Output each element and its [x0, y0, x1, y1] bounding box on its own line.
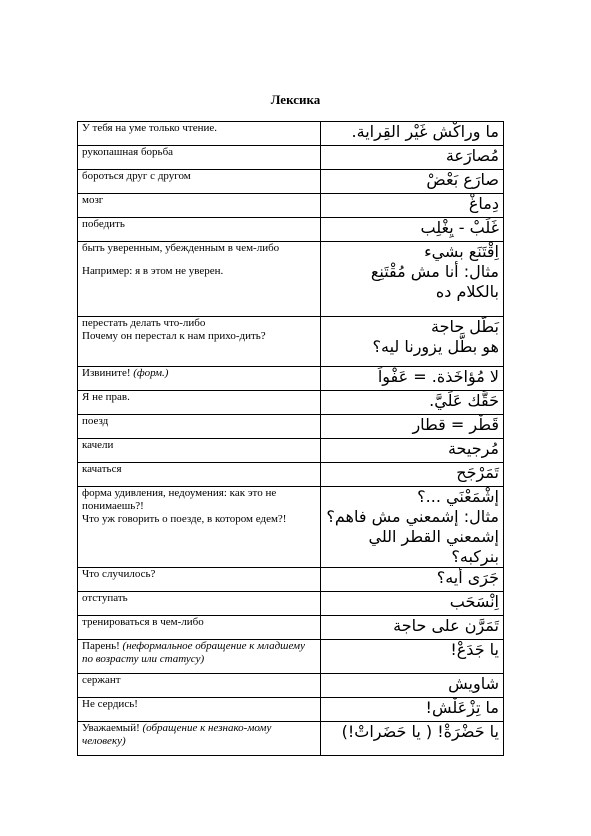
arabic-cell [321, 391, 504, 415]
page-title: Лексика [270, 92, 321, 107]
russian-cell [78, 463, 321, 487]
russian-cell [78, 722, 321, 756]
russian-cell [78, 122, 321, 146]
russian-text: мозг [82, 194, 104, 206]
russian-text: рукопашная борьба [82, 146, 174, 158]
russian-text: отступать [82, 592, 128, 604]
russian-gloss: (обращение к незнако-мому человеку) [82, 722, 272, 747]
russian-term: Парень! [82, 640, 123, 652]
russian-cell [78, 568, 321, 592]
arabic-text: جَرَى أيه؟ [436, 568, 499, 587]
russian-cell [78, 640, 321, 674]
russian-text: Не сердись! [82, 698, 138, 710]
russian-cell [78, 487, 321, 568]
vocabulary-table [77, 121, 504, 756]
vocab-row [78, 698, 504, 722]
russian-text: форма удивления, недоумения: как это не понимаешь?! [82, 487, 277, 512]
russian-text: победить [82, 218, 125, 230]
vocab-row [78, 122, 504, 146]
russian-text: тренироваться в чем-либо [82, 616, 204, 628]
russian-cell [78, 616, 321, 640]
russian-text: сержант [82, 674, 121, 686]
arabic-cell [321, 616, 504, 640]
russian-text: перестать делать что-либо [82, 317, 206, 329]
arabic-text: تَمَرْجَح [456, 463, 499, 482]
arabic-cell [321, 722, 504, 756]
russian-text [82, 722, 316, 748]
arabic-cell [321, 487, 504, 568]
arabic-text: حَقَّك عَلَيَّ. [429, 391, 499, 410]
russian-cell [78, 592, 321, 616]
vocab-row [78, 317, 504, 367]
russian-text: качаться [82, 463, 122, 475]
arabic-cell [321, 122, 504, 146]
arabic-cell [321, 317, 504, 367]
russian-gloss: (неформальное обращение к младшему по возрасту или статусу) [82, 640, 305, 665]
vocab-row [78, 463, 504, 487]
russian-text [82, 367, 316, 380]
arabic-text: شاويش [448, 674, 499, 693]
russian-cell [78, 439, 321, 463]
russian-cell [78, 170, 321, 194]
russian-cell [78, 367, 321, 391]
russian-text: быть уверенным, убежденным в чем-либо [82, 242, 280, 254]
vocab-row [78, 616, 504, 640]
arabic-cell [321, 170, 504, 194]
arabic-text: يا جَدَعْ! [450, 640, 499, 659]
arabic-text: دِماغْ [468, 194, 499, 213]
russian-text: Что случилось? [82, 568, 156, 580]
arabic-text: هو بطَّل يزورنا ليه؟ [372, 337, 499, 356]
arabic-cell [321, 194, 504, 218]
russian-cell [78, 674, 321, 698]
arabic-cell [321, 367, 504, 391]
russian-text [82, 640, 316, 666]
russian-text: У тебя на уме только чтение. [82, 122, 218, 134]
arabic-cell [321, 698, 504, 722]
arabic-cell [321, 146, 504, 170]
russian-text: Например: я в этом не уверен. [82, 265, 224, 277]
arabic-text: إشمعني القطر اللي بنركبه؟ [368, 527, 499, 566]
vocab-row [78, 487, 504, 568]
arabic-text: لا مُؤاخَذة. = عَفْواً [377, 367, 499, 386]
russian-text: поезд [82, 415, 109, 427]
vocab-row [78, 367, 504, 391]
arabic-text: مثال: إشمعني مش فاهم؟ [326, 507, 499, 526]
russian-cell [78, 146, 321, 170]
arabic-text: صارَع بَعْضْ [426, 170, 499, 189]
vocab-row [78, 722, 504, 756]
russian-text: бороться друг с другом [82, 170, 191, 182]
arabic-cell [321, 415, 504, 439]
arabic-text: غَلَبْ - يِغْلِب [420, 218, 499, 237]
russian-text: Почему он перестал к нам прихо-дить? [82, 330, 266, 342]
arabic-cell [321, 463, 504, 487]
vocabulary-table-body [78, 122, 504, 756]
russian-cell [78, 698, 321, 722]
vocab-row [78, 194, 504, 218]
vocab-row [78, 674, 504, 698]
vocab-row [78, 170, 504, 194]
vocab-row [78, 568, 504, 592]
arabic-text: مُصارَعة [445, 146, 499, 165]
arabic-text: بَطَّل حاجة [430, 317, 499, 336]
arabic-text: ما وراكْش غَيْر القِراية. [351, 122, 499, 141]
arabic-text: اِقْتَنَع بشيء [424, 242, 499, 261]
russian-gloss: (форм.) [133, 367, 169, 379]
arabic-text: مُرجيحة [447, 439, 499, 458]
arabic-text: إشْمَعْنَي ...؟ [417, 487, 499, 506]
arabic-cell [321, 242, 504, 317]
vocab-row [78, 592, 504, 616]
russian-text: Я не прав. [82, 391, 130, 403]
arabic-text: اِنْسَحَب [449, 592, 499, 611]
russian-cell [78, 194, 321, 218]
arabic-text: ما تِزْعَلْش! [425, 698, 499, 717]
russian-term: Уважаемый! [82, 722, 143, 734]
vocab-row [78, 640, 504, 674]
russian-cell [78, 415, 321, 439]
vocab-row [78, 146, 504, 170]
arabic-cell [321, 592, 504, 616]
vocab-row [78, 439, 504, 463]
russian-cell [78, 317, 321, 367]
vocab-row [78, 391, 504, 415]
arabic-cell [321, 568, 504, 592]
arabic-cell [321, 439, 504, 463]
russian-cell [78, 218, 321, 242]
arabic-cell [321, 640, 504, 674]
arabic-text: قَطْر = قطار [412, 415, 499, 434]
arabic-cell [321, 218, 504, 242]
vocab-row [78, 415, 504, 439]
russian-text: качели [82, 439, 114, 451]
arabic-text: مثال: أنا مش مُقْتَنِع بالكلام ده [370, 262, 499, 301]
russian-text: Что уж говорить о поезде, в котором едем?! [82, 513, 287, 525]
vocab-row [78, 218, 504, 242]
russian-cell [78, 391, 321, 415]
arabic-text: تَمَرَّن على حاجة [393, 616, 499, 635]
arabic-text: يا حَضْرَةْ! ( يا حَضَراتْ!) [341, 722, 499, 741]
arabic-cell [321, 674, 504, 698]
russian-cell [78, 242, 321, 317]
russian-term: Извините! [82, 367, 134, 379]
vocab-row [78, 242, 504, 317]
